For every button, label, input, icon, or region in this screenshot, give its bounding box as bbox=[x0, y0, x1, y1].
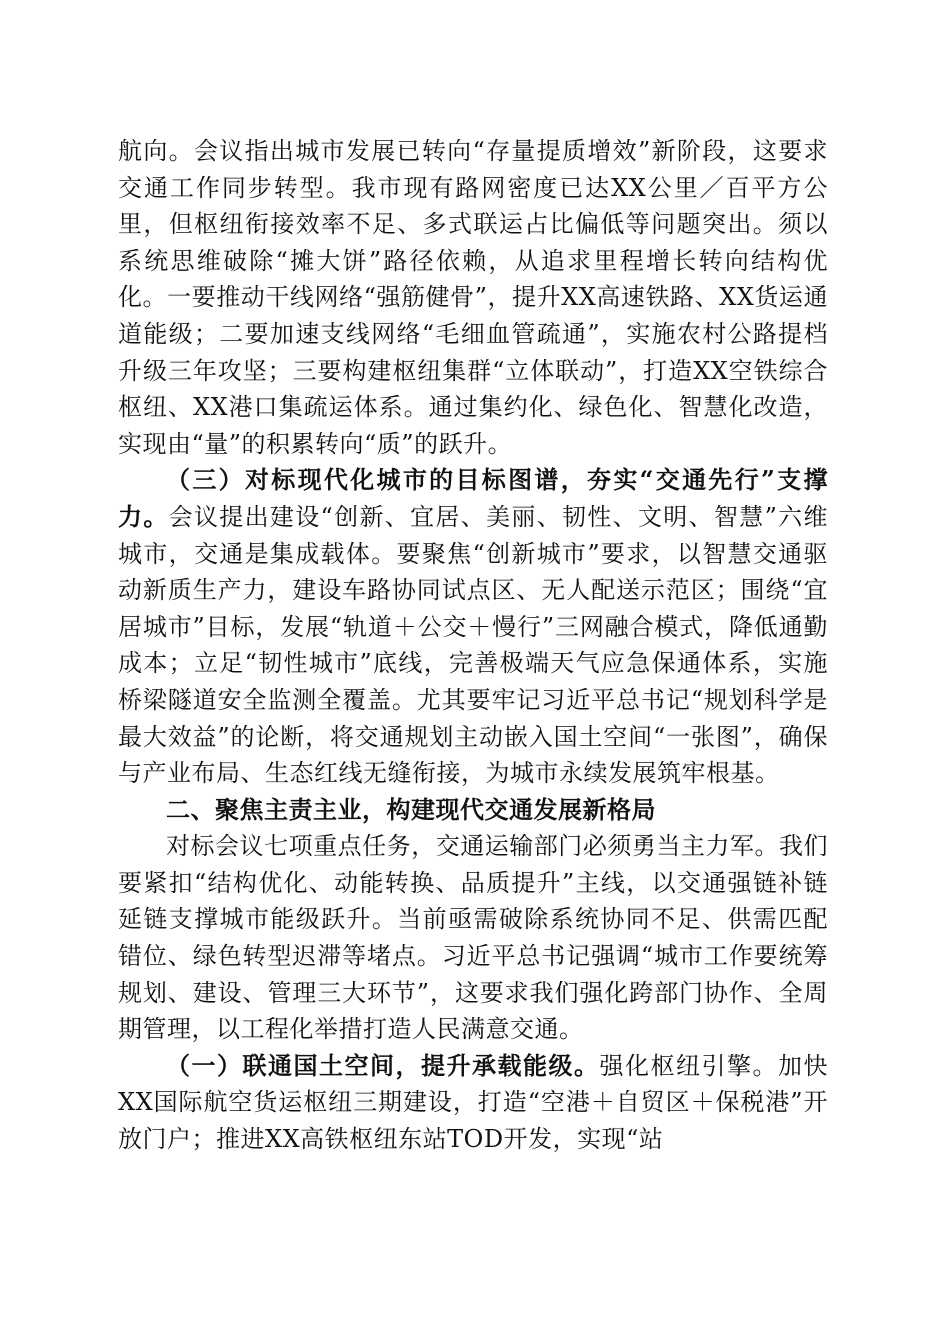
section-heading-2: 二、聚焦主责主业，构建现代交通发展新格局 bbox=[166, 795, 656, 824]
section-3-body: 会议提出建设“创新、宜居、美丽、韧性、文明、智慧”六维城市，交通是集成载体。要聚焦“创新城市”要求，以智慧交通驱动新质生产力，建设车路协同试点区、无人配送示范区；围绕“宜居城市”目标，发展“轨道＋公交＋慢行”三网融合模式，降低通勤成本；立足“韧性城市”底线，完善极端天气应急保通体系，实施桥梁隧道安全监测全覆盖。尤其要牢记习近平总书记“规划科学是最大效益”的论断，将交通规划主动嵌入国土空间“一张图”，确保与产业布局、生态红线无缝衔接，为城市永续发展筑牢根基。 bbox=[118, 502, 828, 788]
section-1-body: 强化枢纽引擎。加快XX国际航空货运枢纽三期建设，打造“空港＋自贸区＋保税港”开放门户；推进XX高铁枢纽东站TOD开发，实现“站 bbox=[118, 1051, 828, 1154]
section-1-paragraph bbox=[118, 1048, 828, 1158]
document-page bbox=[118, 133, 828, 1158]
section-3-paragraph bbox=[118, 462, 828, 791]
body-paragraph-2: 对标会议七项重点任务，交通运输部门必须勇当主力军。我们要紧扣“结构优化、动能转换、品质提升”主线，以交通强链补链延链支撑城市能级跃升。当前亟需破除系统协同不足、供需匹配错位、绿色转型迟滞等堵点。习近平总书记强调“城市工作要统筹规划、建设、管理三大环节”，这要求我们强化跨部门协作、全周期管理，以工程化举措打造人民满意交通。 bbox=[118, 832, 828, 1044]
section-1-lead: （一）联通国土空间，提升承载能级。 bbox=[166, 1050, 600, 1080]
section-3-lead: （三）对标现代化城市的目标图谱，夯实“交通先行”支撑力。 bbox=[118, 465, 828, 531]
body-paragraph-continuation: 航向。会议指出城市发展已转向“存量提质增效”新阶段，这要求交通工作同步转型。我市现有路网密度已达XX公里／百平方公里，但枢纽衔接效率不足、多式联运占比偏低等问题突出。须以系统思维破除“摊大饼”路径依赖，从追求里程增长转向结构优化。一要推动干线网络“强筋健骨”，提升XX高速铁路、XX货运通道能级；二要加速支线网络“毛细血管疏通”，实施农村公路提档升级三年攻坚；三要构建枢纽集群“立体联动”，打造XX空铁综合枢纽、XX港口集疏运体系。通过集约化、绿色化、智慧化改造，实现由“量”的积累转向“质”的跃升。 bbox=[118, 137, 828, 458]
